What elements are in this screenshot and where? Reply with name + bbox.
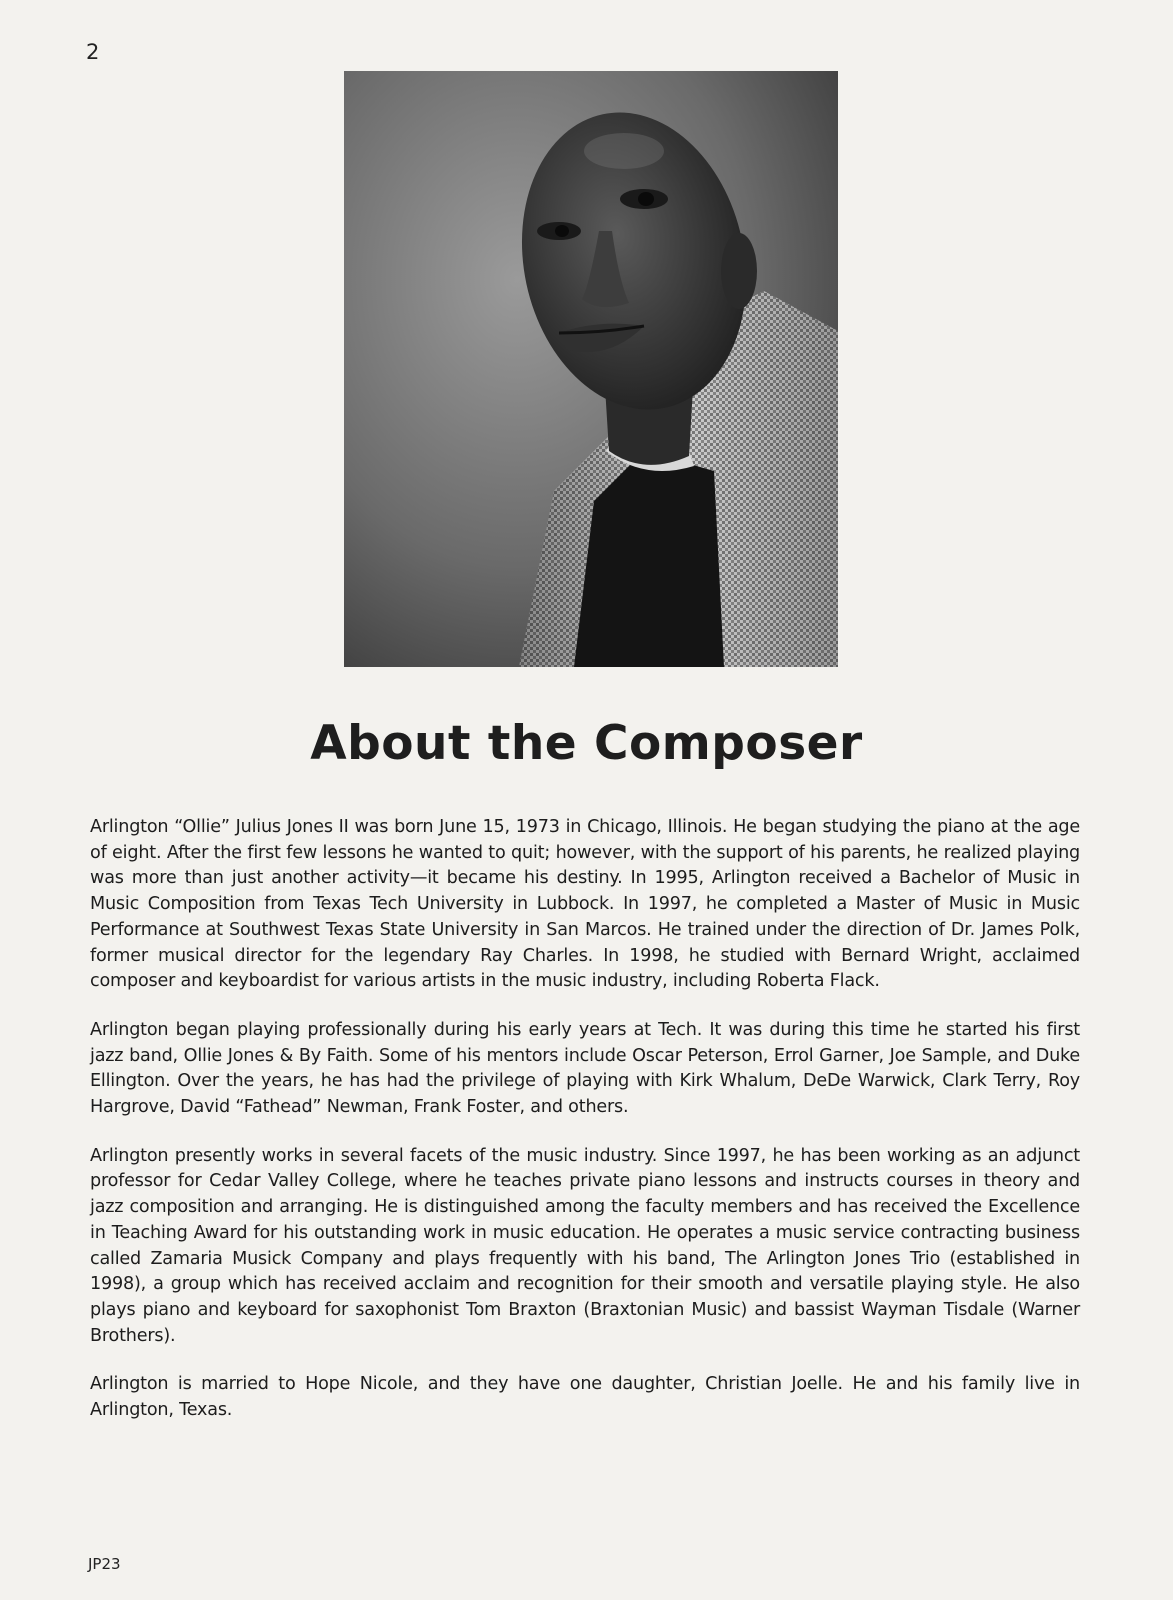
page-number: 2 [86,40,100,64]
bio-paragraph-professional-start: Arlington began playing professionally during his early years at Tech. It was during this time he started his first jazz band, Ollie Jones & By Faith. Some of his mentors include Oscar Peterson, Errol Garner, Joe Sample, and Duke Ellington. Over the years, he has had the privilege of playing with Kirk Whalum, DeDe Warwick, Clark Terry, Roy Hargrove, David “Fathead” Newman, Frank Foster, and others. [90,1019,1080,1118]
bio-paragraph-early-life: Arlington “Ollie” Julius Jones II was born June 15, 1973 in Chicago, Illinois. He began studying the piano at the age of eight. After the first few lessons he wanted to quit; however, with the support of his parents, he realized playing was more than just another activity—it became his destiny. In 1995, Arlington received a Bachelor of Music in Music Composition from Texas Tech University in Lubbock. In 1997, he completed a Master of Music in Music Performance at Southwest Texas State University in San Marcos. He trained under the direction of Dr. James Polk, former musical director for the legendary Ray Charles. In 1998, he studied with Bernard Wright, acclaimed composer and keyboardist for various artists in the music industry, including Roberta Flack. [90,817,1080,992]
composer-portrait [344,71,838,667]
page-title: About the Composer [310,716,863,771]
footer-code: JP23 [88,1555,121,1573]
bio-paragraph-family: Arlington is married to Hope Nicole, and they have one daughter, Christian Joelle. He and his family live in Arlington, Texas. [90,1374,1080,1421]
composer-biography [90,815,1080,1447]
bio-paragraph-current-work: Arlington presently works in several facets of the music industry. Since 1997, he has been working as an adjunct professor for Cedar Valley College, where he teaches private piano lessons and instructs courses in theory and jazz composition and arranging. He is distinguished among the faculty members and has received the Excellence in Teaching Award for his outstanding work in music education. He operates a music service contracting business called Zamaria Musick Company and plays frequently with his band, The Arlington Jones Trio (established in 1998), a group which has received acclaim and recognition for their smooth and versatile playing style. He also plays piano and keyboard for saxophonist Tom Braxton (Braxtonian Music) and bassist Wayman Tisdale (Warner Brothers). [90,1145,1080,1346]
